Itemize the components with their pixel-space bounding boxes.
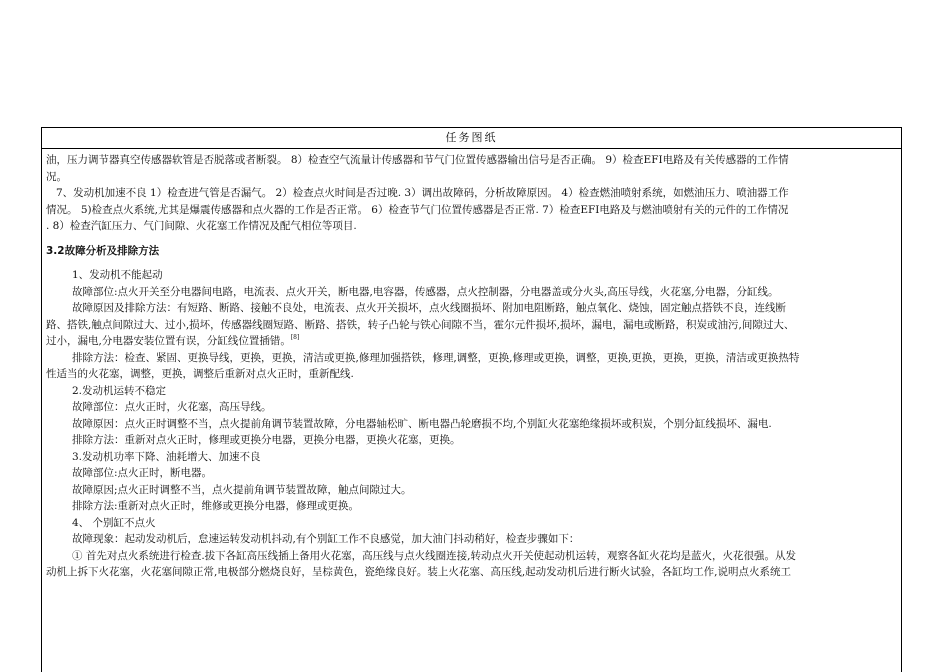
subsection-heading: 4、 个别缸不点火	[72, 516, 156, 529]
paragraph-line: . 8）检查汽缸压力、气门间隙、火花塞工作情况及配气相位等项目.	[46, 220, 357, 232]
paragraph-line: 故障部位:点火开关至分电器间电路，电流表、点火开关，断电器,电容器，传感器，点火控制器，分电器盖或分火头,高压导线，火花塞,分电器，分缸线。	[72, 285, 779, 298]
document-body	[46, 152, 897, 581]
task-drawing-frame	[41, 127, 902, 672]
section-heading: 3.2故障分析及排除方法	[46, 244, 160, 257]
paragraph-line: 7、发动机加速不良 1）检查进气管是否漏气。 2）检查点火时间是否过晚. 3）调出故障码，分析故障原因。 4）检查燃油喷射系统，如燃油压力、喷油器工作	[56, 187, 789, 199]
subsection-heading: 1、发动机不能起动	[72, 269, 163, 281]
paragraph-line: 油，压力调节器真空传感器软管是否脱落或者断裂。 8）检查空气流量计传感器和节气门位置传感器输出信号是否正确。 9）检查EFI电路及有关传感器的工作情	[46, 154, 789, 166]
paragraph-line: 动机上拆下火花塞，火花塞间隙正常,电极部分燃烧良好，呈棕黄色，瓷绝缘良好。装上火花塞、高压线,起动发动机后进行断火试验，各缸均工作,说明点火系统工	[46, 566, 792, 578]
paragraph-line: 性适当的火花塞，调整，更换，调整后重新对点火正时，重新配线.	[46, 368, 354, 380]
subsection-heading: 2.发动机运转不稳定	[72, 384, 167, 397]
citation-marker: [8]	[290, 334, 300, 341]
paragraph-line: 故障部位:点火正时，断电器。	[72, 467, 213, 479]
paragraph-line: 故障部位：点火正时，火花塞，高压导线。	[72, 401, 272, 413]
paragraph-line: 况。	[46, 170, 67, 183]
paragraph-line: 故障原因：点火正时调整不当，点火提前角调节装置故障，分电器轴松旷、断电器凸轮磨损不均,个别缸火花塞绝缘损坏或积炭，个别分缸线损坏、漏电.	[72, 417, 772, 430]
paragraph-line: 路、搭铁,触点间隙过大、过小,损坏，传感器线圈短路、断路、搭铁，转子凸轮与铁心间隙不当，霍尔元件损坏,损坏，漏电，漏电或断路，积炭或油污,间隙过大、	[46, 318, 795, 331]
paragraph-line: 故障现象：起动发动机后，怠速运转发动机抖动,有个别缸工作不良感觉，加大油门抖动稍好，检查步骤如下：	[72, 533, 580, 545]
paragraph-text: 过小，漏电,分电器安装位置有误，分缸线位置插错。	[46, 335, 291, 347]
frame-title: 任务图纸	[42, 128, 901, 149]
paragraph-line: 排除方法：重新对点火正时，修理或更换分电器，更换分电器，更换火花塞，更换。	[72, 434, 461, 446]
paragraph-line: 情况。 5)检查点火系统,尤其是爆震传感器和点火器的工作是否正常。 6）检查节气门位置传感器是否正常. 7）检查EFI电路及与燃油喷射有关的元件的工作情况	[46, 203, 789, 216]
paragraph-line	[46, 333, 897, 350]
paragraph-line: ① 首先对点火系统进行检查.拔下各缸高压线插上备用火花塞，高压线与点火线圈连接,转动点火开关使起动机运转，观察各缸火花均是蓝火，火花很强。从发	[72, 549, 797, 562]
subsection-heading: 3.发动机功率下降、油耗增大、加速不良	[72, 450, 261, 463]
paragraph-line: 故障原因及排除方法：有短路、断路、接触不良处，电流表、点火开关损坏，点火线圈损坏、附加电阻断路，触点氧化、烧蚀，固定触点搭铁不良，连线断	[72, 302, 786, 314]
paragraph-line: 排除方法:重新对点火正时，维修或更换分电器，修理或更换。	[72, 500, 360, 512]
paragraph-line: 故障原因;点火正时调整不当，点火提前角调节装置故障，触点间隙过大。	[72, 483, 412, 496]
paragraph-line: 排除方法：检查、紧固、更换导线，更换，更换，清洁或更换,修理加强搭铁，修理,调整，更换,修理或更换，调整，更换,更换，更换，更换，清洁或更换热特	[72, 351, 800, 364]
